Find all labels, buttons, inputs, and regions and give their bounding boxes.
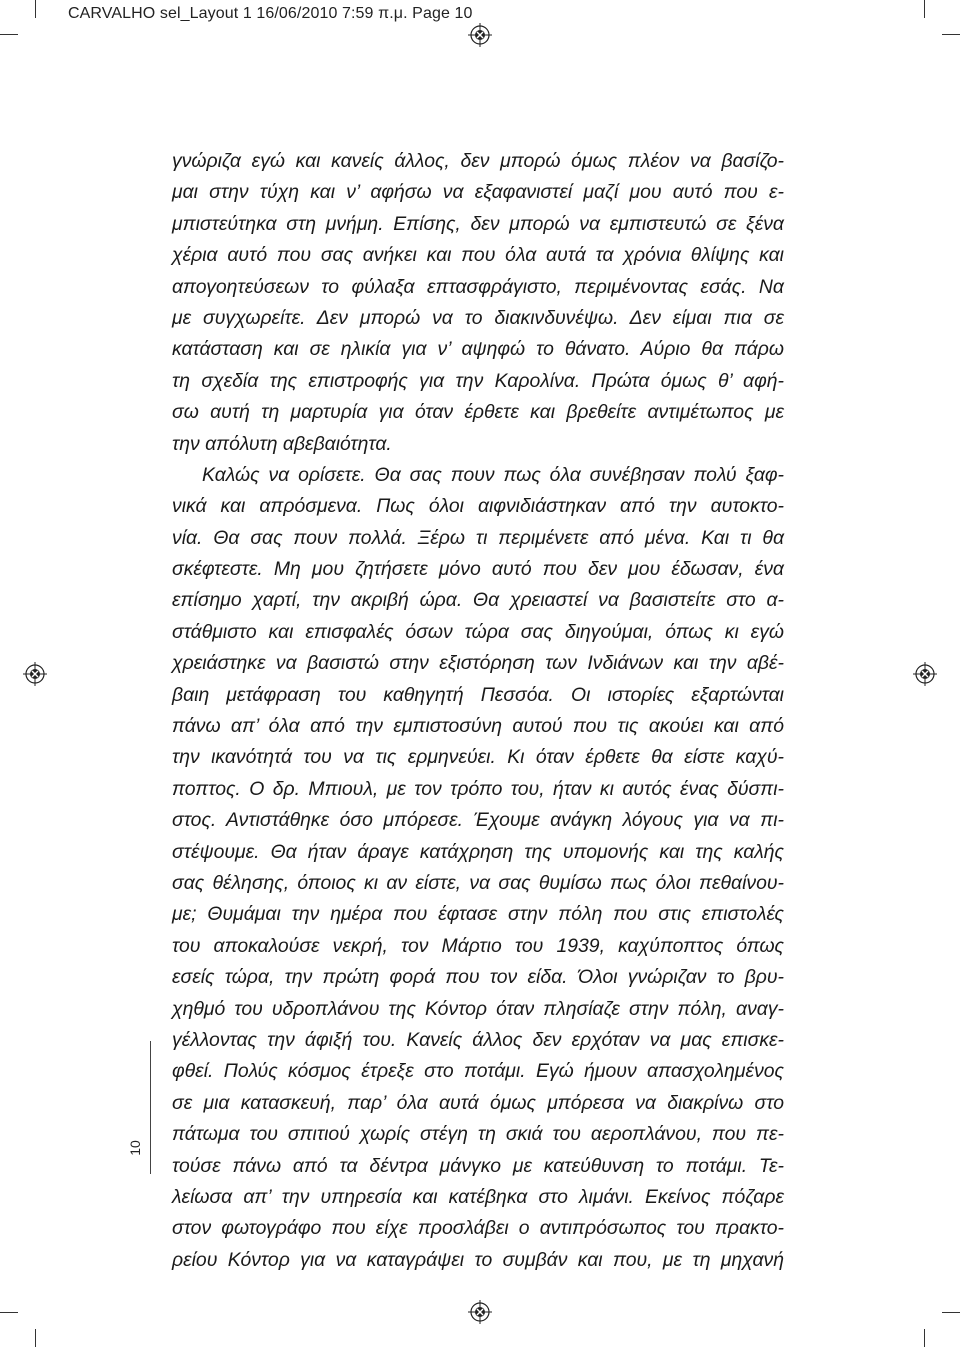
text-line: στον φωτογράφο που είχε προσλάβει ο αντιπρόσωπος του πρακτο- xyxy=(172,1217,784,1240)
text-line: εσείς τώρα, την πρώτη φορά που τον είδα. Όλοι γνώριζαν το βρυ- xyxy=(172,966,784,989)
text-line: του αποκαλούσε νεκρή, τον Μάρτιο του 1939, καχύποπτος όπως xyxy=(172,934,784,957)
text-line: μαι στην τύχη και ν’ αφήσω να εξαφανιστεί μαζί μου αυτό που ε- xyxy=(172,181,784,204)
registration-mark-icon xyxy=(913,662,937,686)
text-line: την ικανότητά του να τις ερμηνεύει. Κι όταν έρθετε θα είστε καχύ- xyxy=(172,746,784,769)
text-line: ποπτος. Ο δρ. Μπιουλ, με τον τρόπο του, ήταν κι αυτός ένας δύσπι- xyxy=(172,777,784,800)
text-line: βαιη μετάφραση του καθηγητή Πεσσόα. Οι ιστορίες εξαρτώνται xyxy=(172,683,784,706)
text-line: κατάσταση και σε ηλικία για ν’ αψηφώ το θάνατο. Αύριο θα πάρω xyxy=(172,338,784,361)
text-line: σας θέλησης, όποιος κι αν είστε, να σας θυμίσω πως όλοι πεθαίνου- xyxy=(172,871,784,894)
page-number: 10 xyxy=(127,1140,143,1156)
text-line: ρείου Κόντορ για να καταγράψει το συμβάν και που, με τη μηχανή xyxy=(172,1248,784,1271)
text-line: σε μια κατασκευή, παρ’ όλα αυτά όμως μπόρεσα να διακρίνω στο xyxy=(172,1091,784,1114)
text-line: σκέφτεστε. Μη μου ζητήσετε μόνο αυτό που δεν μου έδωσαν, ένα xyxy=(172,558,784,581)
folio-rule xyxy=(150,1041,151,1174)
slug-line: CARVALHO sel_Layout 1 16/06/2010 7:59 π.μ. Page 10 xyxy=(68,5,473,22)
crop-mark xyxy=(942,34,960,35)
registration-mark-icon xyxy=(23,662,47,686)
text-line: με συγχωρείτε. Δεν μπορώ να το διακινδυνέψω. Δεν είμαι πια σε xyxy=(172,306,784,329)
text-line: Καλώς να ορίσετε. Θα σας πουν πως όλα συνέβησαν πολύ ξαφ- xyxy=(202,463,784,486)
crop-mark xyxy=(0,34,18,35)
text-line: νία. Θα σας πουν πολλά. Ξέρω τι περιμένετε από μένα. Και τι θα xyxy=(172,526,784,549)
text-line: πάνω απ’ όλα από την εμπιστοσύνη αυτού που τις ακούει και από xyxy=(172,715,784,738)
text-line: μπιστεύτηκα στη μνήμη. Επίσης, δεν μπορώ να εμπιστευτώ σε ξένα xyxy=(172,212,784,235)
text-line: φθεί. Πολύς κόσμος έτρεξε στο ποτάμι. Εγώ ήμουν απασχολημένος xyxy=(172,1060,784,1083)
registration-mark-icon xyxy=(468,23,492,47)
text-line: χηθμό του υδροπλάνου της Κόντορ όταν πλησίαζε στην πόλη, αναγ- xyxy=(172,997,784,1020)
crop-mark xyxy=(942,1312,960,1313)
body-text xyxy=(172,146,784,1276)
text-line: απογοητεύσεων το φύλαξα επτασφράγιστο, περιμένοντας εσάς. Να xyxy=(172,275,784,298)
crop-mark xyxy=(35,1329,36,1347)
text-line: την απόλυτη αβεβαιότητα. xyxy=(172,432,392,455)
text-line: επίσημο χαρτί, την ακριβή ώρα. Θα χρειαστεί να βασιστείτε στο α- xyxy=(172,589,784,612)
registration-mark-icon xyxy=(468,1300,492,1324)
text-line: λείωσα απ’ την υπηρεσία και κατέβηκα στο λιμάνι. Εκείνος πόζαρε xyxy=(172,1185,784,1208)
crop-mark xyxy=(924,1329,925,1347)
crop-mark xyxy=(35,0,36,18)
text-line: στάθμιστο και επισφαλές όσων τώρα σας διηγούμαι, όπως κι εγώ xyxy=(172,620,784,643)
text-line: τη σχεδία της επιστροφής για την Καρολίνα. Πρώτα όμως θ’ αφή- xyxy=(172,369,784,392)
text-line: στέψουμε. Θα ήταν άραγε κατάχρηση της υπομονής και της καλής xyxy=(172,840,784,863)
text-line: χέρια αυτό που σας ανήκει και που όλα αυτά τα χρόνια θλίψης και xyxy=(172,244,784,267)
text-line: χρειάστηκε να βασιστώ στην εξιστόρηση των Ινδιάνων και την αβέ- xyxy=(172,652,784,675)
text-line: γέλλοντας την άφιξή του. Κανείς άλλος δεν ερχόταν να μας επισκε- xyxy=(172,1028,784,1051)
crop-mark xyxy=(924,0,925,18)
text-line: νικά και απρόσμενα. Πως όλοι αιφνιδιάστηκαν από την αυτοκτο- xyxy=(172,495,784,518)
text-line: με; Θυμάμαι την ημέρα που έφτασε στην πόλη που στις επιστολές xyxy=(172,903,784,926)
crop-mark xyxy=(0,1312,18,1313)
text-line: πάτωμα του σπιτιού χωρίς στέγη τη σκιά του αεροπλάνου, που πε- xyxy=(172,1123,784,1146)
text-line: στος. Αντιστάθηκε όσο μπόρεσε. Έχουμε ανάγκη λόγους για να πι- xyxy=(172,809,784,832)
text-line: γνώριζα εγώ και κανείς άλλος, δεν μπορώ όμως πλέον να βασίζο- xyxy=(172,150,784,172)
text-line: τούσε πάνω από τα δέντρα μάνγκο με κατεύθυνση το ποτάμι. Τε- xyxy=(172,1154,784,1177)
text-line: σω αυτή τη μαρτυρία για όταν έρθετε και βρεθείτε αντιμέτωπος με xyxy=(172,401,784,424)
